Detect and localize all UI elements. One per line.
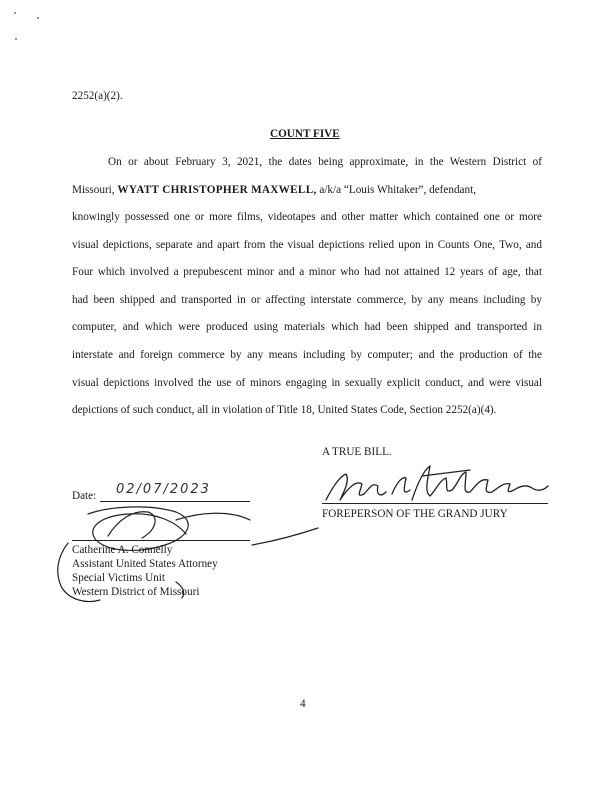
defendant-name: WYATT CHRISTOPHER MAXWELL, [117,184,317,196]
paragraph-line [72,350,542,361]
paragraph-text: interstate and foreign commerce by any means including by computer; and the production of the [72,349,542,361]
page-number: 4 [300,698,306,710]
attorney-signature-line [72,540,250,541]
paragraph-text: depictions of such conduct, all in violation of Title 18, United States Code, Section 2252(a)(4). [72,404,497,416]
scan-speck [15,38,17,40]
paragraph-line [72,185,542,196]
paragraph-text: visual depictions involved the use of minors engaging in sexually explicit conduct, and were visual [72,377,542,389]
paragraph-text: Missouri, [72,184,115,196]
paragraph-line [72,240,542,251]
paragraph-line [72,267,542,278]
attorney-title: Assistant United States Attorney [72,558,218,570]
paragraph-text: On or about February 3, 2021, the dates being approximate, in the Western District of [108,156,542,168]
scan-speck [37,17,39,19]
paragraph-line [72,295,542,306]
paragraph-line [72,322,542,333]
paragraph-line [72,378,542,389]
attorney-name: Catherine A. Connelly [72,544,173,556]
foreperson-label: FOREPERSON OF THE GRAND JURY [322,508,508,520]
date-handwritten: 02/07/2023 [116,482,211,497]
attorney-unit: Special Victims Unit [72,572,165,584]
paragraph-line [72,405,512,416]
paragraph-text: visual depictions, separate and apart from the visual depictions relied upon in Counts One, Two, and [72,239,542,251]
attorney-district: Western District of Missouri [72,586,200,598]
paragraph-text: had been shipped and transported in or affecting interstate commerce, by any means including by [72,294,542,306]
paragraph-line [108,157,542,168]
statute-continuation: 2252(a)(2). [72,90,123,102]
true-bill-text: A TRUE BILL. [322,446,392,458]
paragraph-text: knowingly possessed one or more films, videotapes and other matter which contained one or more [72,211,542,223]
date-line [100,501,250,502]
paragraph-text: a/k/a “Louis Whitaker”, defendant, [319,184,477,196]
foreperson-signature-line [322,503,548,504]
count-heading: COUNT FIVE [270,128,340,140]
paragraph-line [72,212,542,223]
paragraph-text: computer, and which were produced using materials which had been shipped and transported in [72,321,542,333]
date-label: Date: [72,490,97,502]
paragraph-text: Four which involved a prepubescent minor and a minor who had not attained 12 years of age, that [72,266,542,278]
scan-speck [14,12,16,14]
